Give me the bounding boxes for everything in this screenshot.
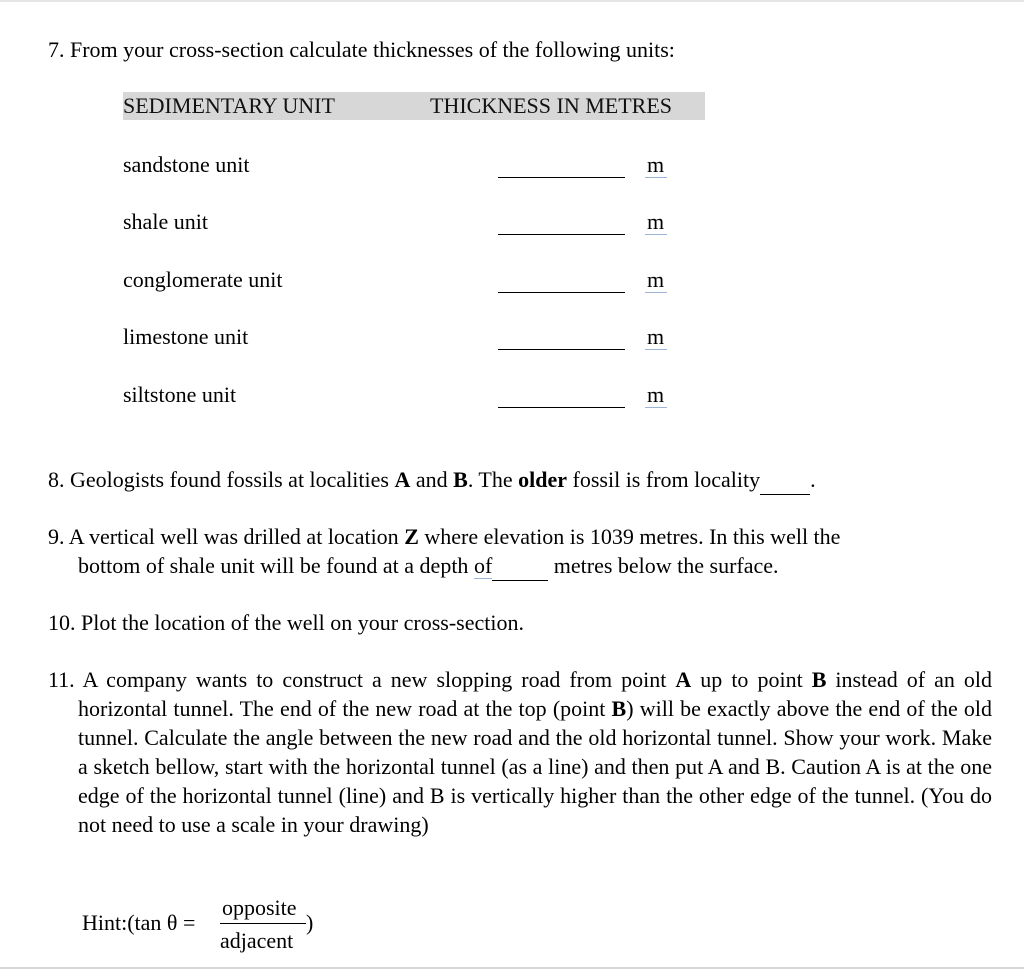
answer-blank[interactable] xyxy=(498,407,625,408)
header-thickness: THICKNESS IN METRES xyxy=(430,93,673,118)
question-7: 7. From your cross-section calculate thicknesses of the following units: xyxy=(48,37,675,62)
locality-answer-blank[interactable] xyxy=(760,465,810,495)
unit-label: m xyxy=(647,267,665,292)
hint-denominator: adjacent xyxy=(220,928,294,953)
row-label: limestone unit xyxy=(123,324,249,349)
question-9: 9. A vertical well was drilled at location Z where elevation is 1039 metres. In this well the bottom of shale unit will be found at a depth of metres below the surface. xyxy=(48,522,992,581)
hint-formula xyxy=(82,893,342,957)
top-border xyxy=(0,0,1024,2)
row-label: sandstone unit xyxy=(123,152,250,177)
header-sedimentary-unit: SEDIMENTARY UNIT xyxy=(123,93,335,118)
unit-label: m xyxy=(647,152,665,177)
table-row xyxy=(123,266,723,302)
answer-blank[interactable] xyxy=(498,349,625,350)
row-label: conglomerate unit xyxy=(123,267,283,292)
hint-prefix: Hint:(tan θ = xyxy=(82,910,196,935)
row-label: siltstone unit xyxy=(123,382,237,407)
question-11: 11. A company wants to construct a new slopping road from point A up to point B instead of an old horizontal tunnel. The end of the new road at the top (point B) will be exactly above the end of the old tunnel. Calculate the angle between the new road and the old horizontal tunnel. Show your work. Make a sketch bellow, start with the horizontal tunnel (as a line) and then put A and B. Caution A is at the one edge of the horizontal tunnel (line) and B is vertically higher than the other edge of the tunnel. (You do not need to use a scale in your drawing) xyxy=(48,667,992,837)
fraction-bar xyxy=(220,923,306,924)
hint-numerator: opposite xyxy=(222,895,297,920)
unit-label: m xyxy=(647,382,665,407)
answer-blank[interactable] xyxy=(498,292,625,293)
table-row xyxy=(123,208,723,244)
row-label: shale unit xyxy=(123,209,208,234)
unit-label: m xyxy=(647,324,665,349)
table-row xyxy=(123,151,723,187)
question-8: 8. Geologists found fossils at localities A and B. The older fossil is from locality . xyxy=(48,465,998,495)
bottom-border xyxy=(0,967,1024,969)
table-header xyxy=(123,92,705,120)
hint-close-paren: ) xyxy=(306,910,314,935)
table-row xyxy=(123,323,723,359)
answer-blank[interactable] xyxy=(498,177,625,178)
question-10: 10. Plot the location of the well on your cross-section. xyxy=(48,610,524,635)
unit-label: m xyxy=(647,209,665,234)
table-row xyxy=(123,381,723,417)
depth-answer-blank[interactable] xyxy=(492,551,548,581)
answer-blank[interactable] xyxy=(498,234,625,235)
